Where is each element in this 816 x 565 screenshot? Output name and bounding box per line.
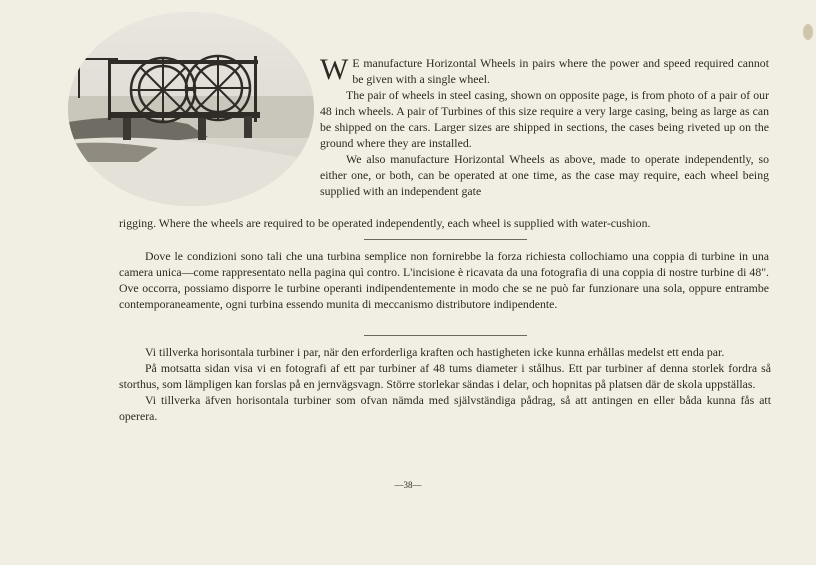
paddle-wheel-photo [68,12,314,206]
swedish-paragraph-1: Vi tillverka horisontala turbiner i par, när den erforderliga kraften och hastigheten icke kunna erhållas medelst ett enda par. [145,345,725,359]
swedish-paragraph-2: På motsatta sidan visa vi en fotografi af ett par turbiner af 48 tums diameter i stålhus. Ett par turbiner af denna storlek fordra så storthus, som lämpligen kan forslas på en jernvägsvagn. Större storlekar sändas i delar, och hopnitas på platsen där de skola uppställas. [119,361,771,391]
english-paragraph-1 [320,55,769,87]
section-divider [364,335,527,336]
english-continuation [119,215,769,231]
drop-cap: W [320,53,349,86]
english-paragraph-1-text: E manufacture Horizontal Wheels in pairs where the power and speed required cannot be given with a single wheel. [352,56,769,86]
english-paragraph-3: We also manufacture Horizontal Wheels as above, made to operate independently, so either one, or both, can be operated at one time, as the case may require, each wheel being supplied with an independent gate [320,152,769,198]
swedish-paragraph-3: Vi tillverka äfven horisontala turbiner som ofvan nämda med självständiga pådrag, så att antingen en eller båda kunna fås att operera. [119,393,771,423]
english-text-block [320,55,769,199]
swedish-text-block [119,344,771,424]
english-paragraph-2: The pair of wheels in steel casing, shown on opposite page, is from photo of a pair of our 48 inch wheels. A pair of Turbines of this size require a very large casing, being as large as can be shipped on the cars. Larger sizes are shipped in sections, the cases being riveted up on the ground where they are installed. [320,88,769,150]
page-number: —38— [394,480,422,490]
italian-text-block [119,248,769,312]
italian-paragraph: Dove le condizioni sono tali che una turbina semplice non fornirebbe la forza richiesta collochiamo una coppia di turbine in una camera unica—come rappresentato nella pagina quì contro. L'incisione è ricavata da una fotografia di una coppia di nostre turbine di 48". Ove occorra, possiamo disporre le turbine operanti indipendentemente in modo che se ne può far funzionare una sola, oppure entrambe contemporaneamente, ogni turbina essendo munita di meccanismo distributore indipendente. [119,249,769,311]
english-paragraph-3-end: rigging. Where the wheels are required to be operated independently, each wheel is supplied with water-cushion. [119,216,651,230]
section-divider [364,239,527,240]
paper-stain [803,24,813,40]
